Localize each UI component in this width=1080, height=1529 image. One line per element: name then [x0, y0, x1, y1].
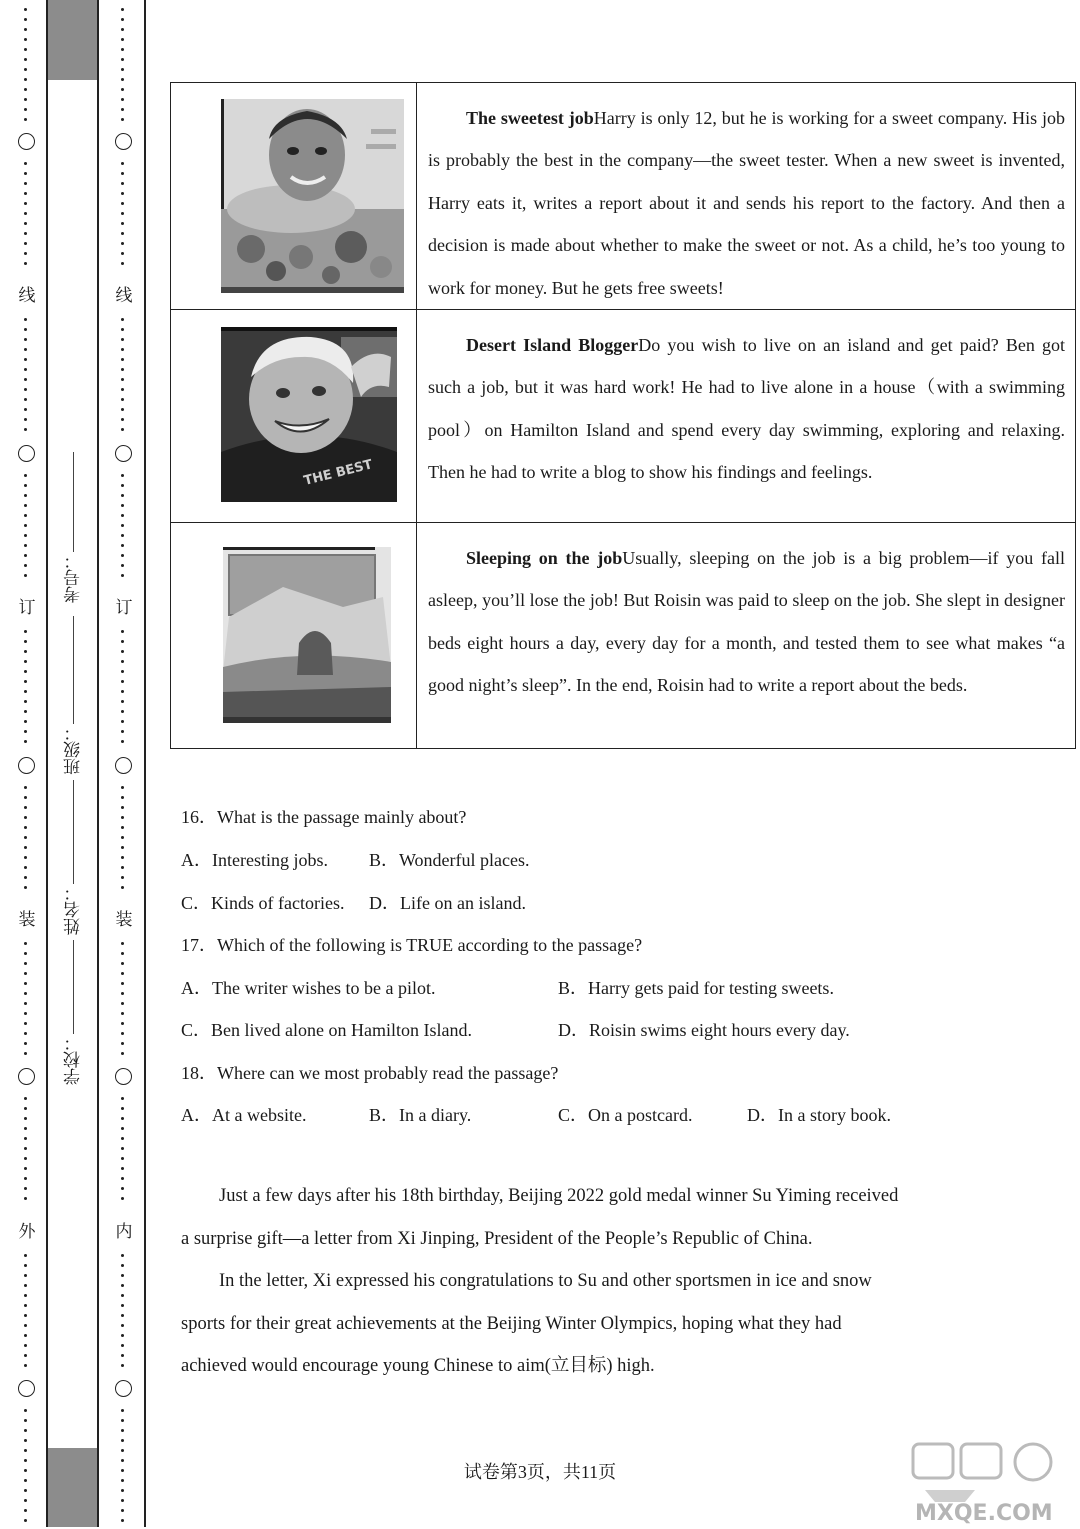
watermark-logo [905, 1440, 1075, 1525]
job-title: Desert Island Blogger [466, 335, 639, 356]
job-title: Sleeping on the job [466, 548, 623, 569]
reading-passage [181, 1175, 901, 1388]
binding-hole-circle [115, 133, 132, 150]
svg-text:THE BEST: THE BEST [302, 457, 375, 489]
inner-mark-3: 装 [115, 910, 133, 930]
inner-dotted-column [114, 0, 134, 1527]
exam-number-label: 考号： [63, 552, 84, 603]
job-text: Usually, sleeping on the job is a big problem—if you fall asleep, you’ll lose the job! But Roisin was paid to sleep on the job. She slept in designer beds eight hours a day, every day for a month, and tested them to see what makes “a good night’s sleep”. In the end, Roisin had to write a report about the beds. [428, 548, 1065, 696]
photo-cell [171, 523, 417, 749]
school-label: 学校： [63, 1034, 84, 1085]
job-text: Do you wish to live on an island and get paid? Ben got such a job, but it was hard work! He had to live alone in a house（with a swimming pool）on Hamilton Island and spend every day swimming, exploring and relaxing. Then he had to write a blog to show his findings and feelings. [428, 335, 1065, 483]
watermark-text: MXQE.COM [915, 1501, 1053, 1525]
question-17-option-d[interactable]: D．Roisin swims eight hours every day. [558, 1020, 850, 1040]
question-16-option-a[interactable]: A．Interesting jobs. [181, 850, 328, 870]
binding-margin [0, 0, 146, 1527]
question-18-option-d[interactable]: D．In a story book. [747, 1105, 891, 1125]
margin-line-middle [97, 0, 99, 1527]
inner-mark-4: 内 [115, 1222, 133, 1242]
page-footer: 试卷第3页，共11页 [463, 1462, 617, 1482]
name-field[interactable] [58, 776, 88, 935]
class-field[interactable] [58, 612, 88, 775]
job-text: Harry is only 12, but he is working for a sweet company. His job is probably the best in the company—the sweet tester. When a new sweet is invented, Harry eats it, writes a report about it and sends his report to the factory. And then a decision is made about whether to make the sweet or not. As a child, he’s too young to work for money. But he gets free sweets! [428, 108, 1065, 298]
question-16-stem: 16．What is the passage mainly about? [181, 807, 467, 827]
passage-paragraph: Just a few days after his 18th birthday, Beijing 2022 gold medal winner Su Yiming received a surprise gift—a letter from Xi Jinping, President of the People’s Republic of China. [181, 1186, 899, 1249]
binding-hole-circle [115, 757, 132, 774]
binding-hole-circle [18, 1068, 35, 1085]
job-description-cell [417, 83, 1076, 310]
margin-line-inner [144, 0, 146, 1527]
question-17-option-a[interactable]: A．The writer wishes to be a pilot. [181, 978, 436, 998]
binding-hole-circle [115, 1068, 132, 1085]
outer-mark-4: 外 [18, 1222, 36, 1242]
binding-hole-circle [18, 133, 35, 150]
question-16-option-b[interactable]: B．Wonderful places. [369, 850, 530, 870]
inner-mark-1: 线 [115, 286, 133, 306]
jobs-table [170, 82, 1076, 749]
job-title: The sweetest job [466, 108, 594, 128]
woman-sleeping-in-bed-photo [223, 547, 391, 723]
table-row [171, 83, 1076, 310]
exam-number-field[interactable] [58, 448, 88, 603]
passage-paragraph: In the letter, Xi expressed his congratulations to Su and other sportsmen in ice and snow sports for their great achievements at the Beijing Winter Olympics, hoping what they had achieved would encourage young Chinese to aim(立目标) high. [181, 1271, 872, 1376]
binding-hole-circle [18, 445, 35, 462]
margin-line-outer [46, 0, 48, 1527]
question-16-option-c[interactable]: C．Kinds of factories. [181, 893, 345, 913]
question-18-option-a[interactable]: A．At a website. [181, 1105, 307, 1125]
table-row [171, 310, 1076, 523]
outer-mark-1: 线 [18, 286, 36, 306]
margin-gray-block-top [48, 0, 97, 80]
class-label: 班级： [63, 724, 84, 775]
outer-dotted-column [17, 0, 37, 1527]
binding-hole-circle [18, 1380, 35, 1397]
photo-cell [171, 83, 417, 310]
question-17-stem: 17．Which of the following is TRUE according to the passage? [181, 935, 643, 955]
job-description-cell [417, 523, 1076, 749]
question-18-stem: 18．Where can we most probably read the passage? [181, 1063, 559, 1083]
name-label: 姓名： [63, 884, 84, 935]
inner-mark-2: 订 [115, 598, 133, 618]
table-row [171, 523, 1076, 749]
question-18-option-c[interactable]: C．On a postcard. [558, 1105, 693, 1125]
binding-hole-circle [115, 1380, 132, 1397]
job-description-cell [417, 310, 1076, 523]
question-17-option-b[interactable]: B．Harry gets paid for testing sweets. [558, 978, 834, 998]
question-17-option-c[interactable]: C．Ben lived alone on Hamilton Island. [181, 1020, 472, 1040]
outer-mark-2: 订 [18, 598, 36, 618]
binding-hole-circle [18, 757, 35, 774]
outer-mark-3: 装 [18, 910, 36, 930]
binding-hole-circle [115, 445, 132, 462]
boy-with-sweets-photo [221, 99, 404, 293]
smiling-boy-photo [221, 327, 397, 502]
question-16-option-d[interactable]: D．Life on an island. [369, 893, 526, 913]
question-18-option-b[interactable]: B．In a diary. [369, 1105, 472, 1125]
school-field[interactable] [58, 936, 88, 1085]
photo-cell [171, 310, 417, 523]
